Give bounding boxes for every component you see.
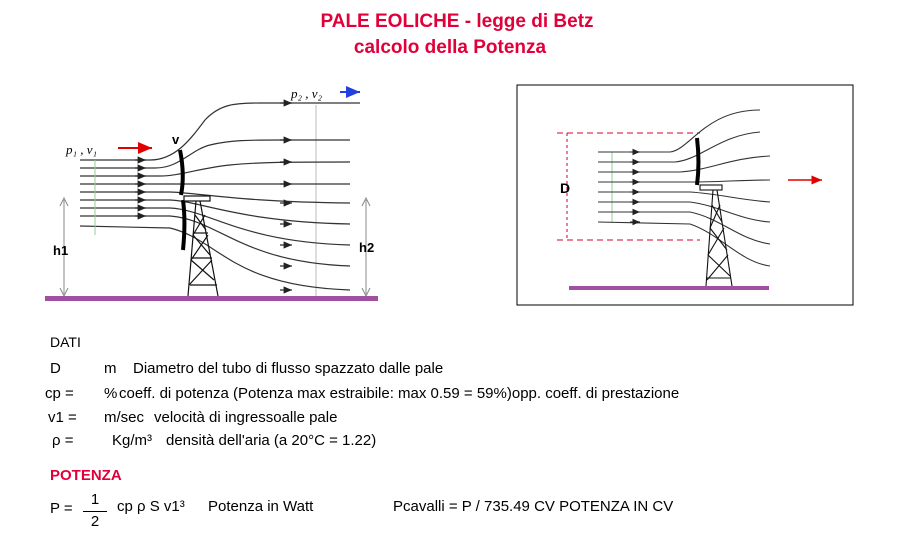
dati-symbol-cp: cp = — [45, 385, 74, 402]
dati-unit-v1: m/sec — [104, 409, 145, 426]
fraction-bar — [83, 511, 107, 512]
power-formula-description: Potenza in Watt — [208, 498, 314, 515]
ground-bar — [45, 296, 378, 301]
dati-heading: DATI — [50, 334, 81, 350]
streamline — [80, 200, 350, 224]
inlet-label: p₁ , v₁ — [66, 142, 98, 157]
dati-desc-d: Diametro del tubo di flusso spazzato dalle pale — [133, 360, 444, 377]
rotor-blade-right — [697, 138, 699, 185]
dati-desc-v1: velocità di ingressoalle pale — [154, 409, 338, 426]
streamlines — [80, 103, 360, 290]
diameter-label: D — [560, 180, 571, 196]
dati-desc-rho: densità dell'aria (a 20°C = 1.22) — [166, 432, 377, 449]
streamline — [80, 140, 350, 168]
dati-unit-cp: % — [104, 385, 118, 402]
page-title: PALE EOLICHE - legge di Betz — [320, 11, 594, 32]
ground-bar-right — [569, 286, 769, 290]
power-p-label: P = — [50, 500, 73, 517]
wind-tower-right — [700, 185, 732, 286]
dati-symbol-rho: ρ = — [52, 432, 74, 449]
streamline — [80, 162, 350, 176]
outlet-label: p₂ , v₂ — [291, 86, 323, 101]
streamline — [80, 216, 350, 266]
fraction-numerator: 1 — [90, 491, 100, 508]
rotor-velocity-label: v — [172, 132, 180, 147]
h2-label: h2 — [359, 240, 375, 255]
power-formula: cp ρ S v1³ — [117, 498, 185, 515]
left-flow-diagram — [45, 92, 378, 301]
dati-unit-rho: Kg/m³ — [112, 432, 153, 449]
fraction-denominator: 2 — [90, 513, 100, 530]
dati-symbol-v1: v1 = — [48, 409, 77, 426]
dati-unit-d: m — [104, 360, 117, 377]
page-subtitle: calcolo della Potenza — [353, 37, 547, 58]
dati-symbol-d: D — [50, 360, 61, 377]
horsepower-formula: Pcavalli = P / 735.49 CV POTENZA IN CV — [393, 498, 674, 515]
potenza-heading: POTENZA — [50, 467, 122, 484]
streamline — [80, 192, 350, 203]
streamline — [80, 103, 360, 160]
h1-label: h1 — [53, 243, 69, 258]
rotor-blade — [180, 150, 183, 195]
dati-desc-cp: coeff. di potenza (Potenza max estraibile: max 0.59 = 59%)opp. coeff. di prestazione — [119, 385, 680, 402]
